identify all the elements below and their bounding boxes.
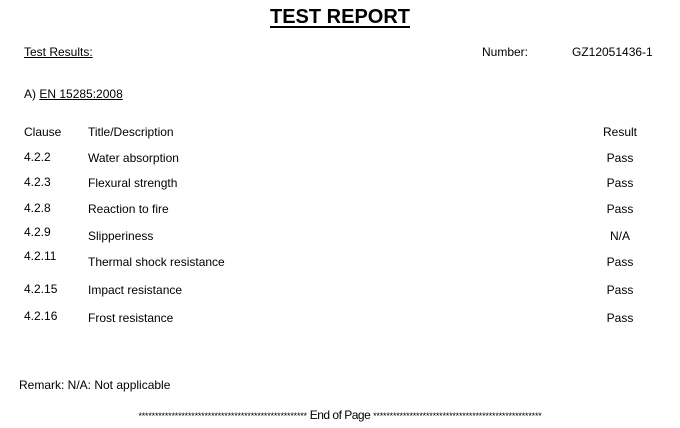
standard-prefix: A) [24, 87, 36, 101]
footer-stars-left: *************************************************** [138, 411, 307, 421]
row-clause: 4.2.3 [24, 175, 51, 189]
remark: Remark: N/A: Not applicable [19, 378, 171, 392]
header-result: Result [602, 125, 637, 139]
page-title [0, 5, 680, 29]
page-title-text: TEST REPORT [269, 6, 410, 28]
row-description: Water absorption [88, 151, 179, 165]
row-clause: 4.2.9 [24, 225, 51, 239]
row-description: Impact resistance [88, 283, 183, 297]
footer-text: End of Page [309, 408, 371, 422]
row-clause: 4.2.11 [24, 249, 57, 263]
number-value: GZ12051436-1 [572, 45, 653, 59]
row-description: Reaction to fire [88, 202, 169, 216]
row-result: Pass [606, 176, 634, 190]
row-result: Pass [606, 151, 634, 165]
row-result: N/A [609, 229, 630, 243]
row-clause: 4.2.15 [24, 282, 58, 296]
end-of-page-footer [0, 408, 680, 423]
row-result: Pass [606, 202, 634, 216]
footer-stars-right: *************************************************** [373, 411, 542, 421]
row-clause: 4.2.8 [24, 201, 51, 215]
row-description: Frost resistance [88, 311, 174, 325]
row-clause: 4.2.2 [24, 150, 51, 164]
header-description: Title/Description [88, 125, 174, 139]
standard-name: EN 15285:2008 [39, 87, 123, 101]
row-result: Pass [606, 311, 634, 325]
standard-line [24, 87, 123, 101]
header-clause: Clause [24, 125, 62, 139]
row-result: Pass [606, 255, 634, 269]
row-result: Pass [606, 283, 634, 297]
row-description: Slipperiness [88, 229, 154, 243]
test-results-label: Test Results: [24, 45, 93, 59]
row-description: Flexural strength [88, 176, 178, 190]
row-clause: 4.2.16 [24, 309, 58, 323]
row-description: Thermal shock resistance [88, 255, 225, 269]
number-label: Number: [482, 45, 529, 59]
